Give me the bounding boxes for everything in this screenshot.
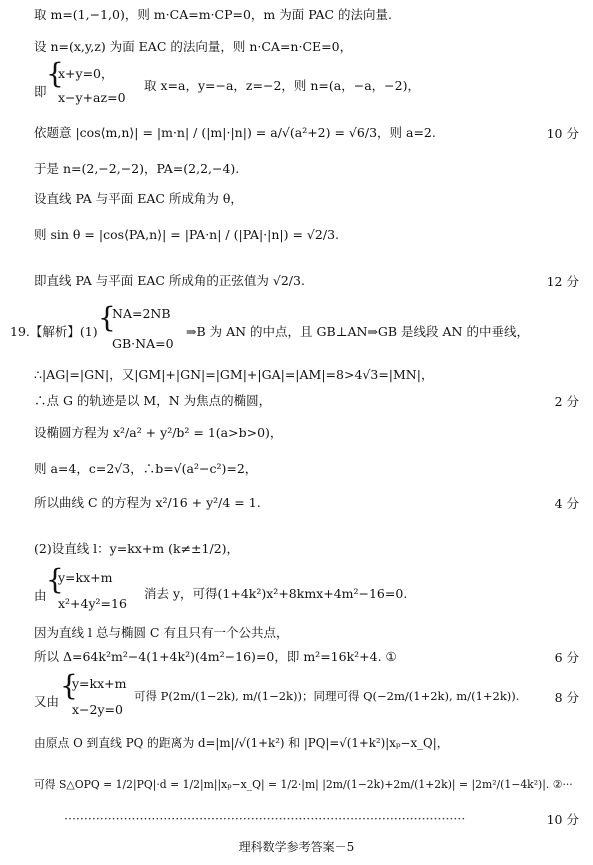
line-3-ji: 即 <box>34 84 47 99</box>
score-6: 8 分 <box>554 690 579 705</box>
line-8: 即直线 PA 与平面 EAC 所成角的正弦值为 √2/3. <box>34 273 305 288</box>
sys4-eq2: x−2y=0 <box>72 702 123 717</box>
sys4-eq1: y=kx+m <box>72 676 127 691</box>
sys2-eq1: NA=2NB <box>112 306 171 321</box>
line-4: 依题意 |cos⟨m,n⟩| = |m·n| / (|m|·|n|) = a/√(a²+2) = √6/3，则 a=2. <box>34 125 436 140</box>
line-9: ∴|AG|=|GN|，又|GM|+|GN|=|GM|+|GA|=|AM|=8>4√3=|MN|， <box>34 367 434 382</box>
score-3: 2 分 <box>554 394 579 409</box>
line-5: 于是 n=(2,−2,−2)，PA=(2,2,−4). <box>34 161 240 176</box>
brace-1: { <box>46 57 64 90</box>
line-19: 由原点 O 到直线 PQ 的距离为 d=|m|/√(1+k²) 和 |PQ|=√(1+k²)|xₚ−x_Q|， <box>34 736 449 750</box>
score-2: 12 分 <box>546 274 579 289</box>
line-15-you: 由 <box>34 588 47 603</box>
sys2-eq2: GB·NA=0 <box>112 336 174 351</box>
line-13: 所以曲线 C 的方程为 x²/16 + y²/4 = 1. <box>34 495 261 510</box>
dotted-leader: ····································································································· <box>64 811 466 826</box>
line-18-you: 又由 <box>34 694 60 709</box>
sys3-eq2: x²+4y²=16 <box>58 596 127 611</box>
line-20: 可得 S△OPQ = 1/2|PQ|·d = 1/2|m||xₚ−x_Q| = 1/2·|m| |2m/(1−2k)+2m/(1+2k)| = |2m²/(1−4k²)|. ②··· <box>34 778 573 791</box>
score-4: 4 分 <box>554 496 579 511</box>
sys3-eq1: y=kx+m <box>58 570 113 585</box>
line-19-rest: ⇒B 为 AN 的中点，且 GB⊥AN⇒GB 是线段 AN 的中垂线， <box>186 324 529 339</box>
brace-2: { <box>98 301 116 334</box>
page-footer: 理科数学参考答案－5 <box>238 840 355 854</box>
line-10: ∴点 G 的轨迹是以 M，N 为焦点的椭圆， <box>34 393 272 408</box>
score-7: 10 分 <box>546 812 579 827</box>
score-1: 10 分 <box>546 126 579 141</box>
label-19: 19.【解析】(1) <box>10 324 98 339</box>
line-17: 所以 Δ=64k²m²−4(1+4k²)(4m²−16)=0，即 m²=16k²+4. ① <box>34 649 397 664</box>
brace-3: { <box>46 563 64 596</box>
line-18-rest: 可得 P(2m/(1−2k), m/(1−2k))；同理可得 Q(−2m/(1+2k), m/(1+2k)). <box>134 689 520 703</box>
brace-4: { <box>60 669 78 702</box>
line-3-rest: 取 x=a，y=−a，z=−2，则 n=(a，−a，−2)， <box>144 78 420 93</box>
score-5: 6 分 <box>554 650 579 665</box>
line-15-rest: 消去 y，可得(1+4k²)x²+8kmx+4m²−16=0. <box>144 586 408 601</box>
line-12: 则 a=4，c=2√3，∴b=√(a²−c²)=2， <box>34 461 258 476</box>
sys1-eq2: x−y+az=0 <box>58 90 126 105</box>
line-7: 则 sin θ = |cos⟨PA,n⟩| = |PA·n| / (|PA|·|n|) = √2/3. <box>34 227 339 242</box>
line-6: 设直线 PA 与平面 EAC 所成角为 θ， <box>34 191 243 206</box>
line-14: (2)设直线 l：y=kx+m (k≠±1/2)， <box>34 541 240 556</box>
line-16: 因为直线 l 总与椭圆 C 有且只有一个公共点， <box>34 625 289 640</box>
sys1-eq1: x+y=0， <box>58 66 114 81</box>
line-1: 取 m=(1,−1,0)，则 m·CA=m·CP=0，m 为面 PAC 的法向量. <box>34 7 393 22</box>
line-11: 设椭圆方程为 x²/a² + y²/b² = 1(a>b>0)， <box>34 425 283 440</box>
line-2: 设 n=(x,y,z) 为面 EAC 的法向量，则 n·CA=n·CE=0， <box>34 39 353 54</box>
